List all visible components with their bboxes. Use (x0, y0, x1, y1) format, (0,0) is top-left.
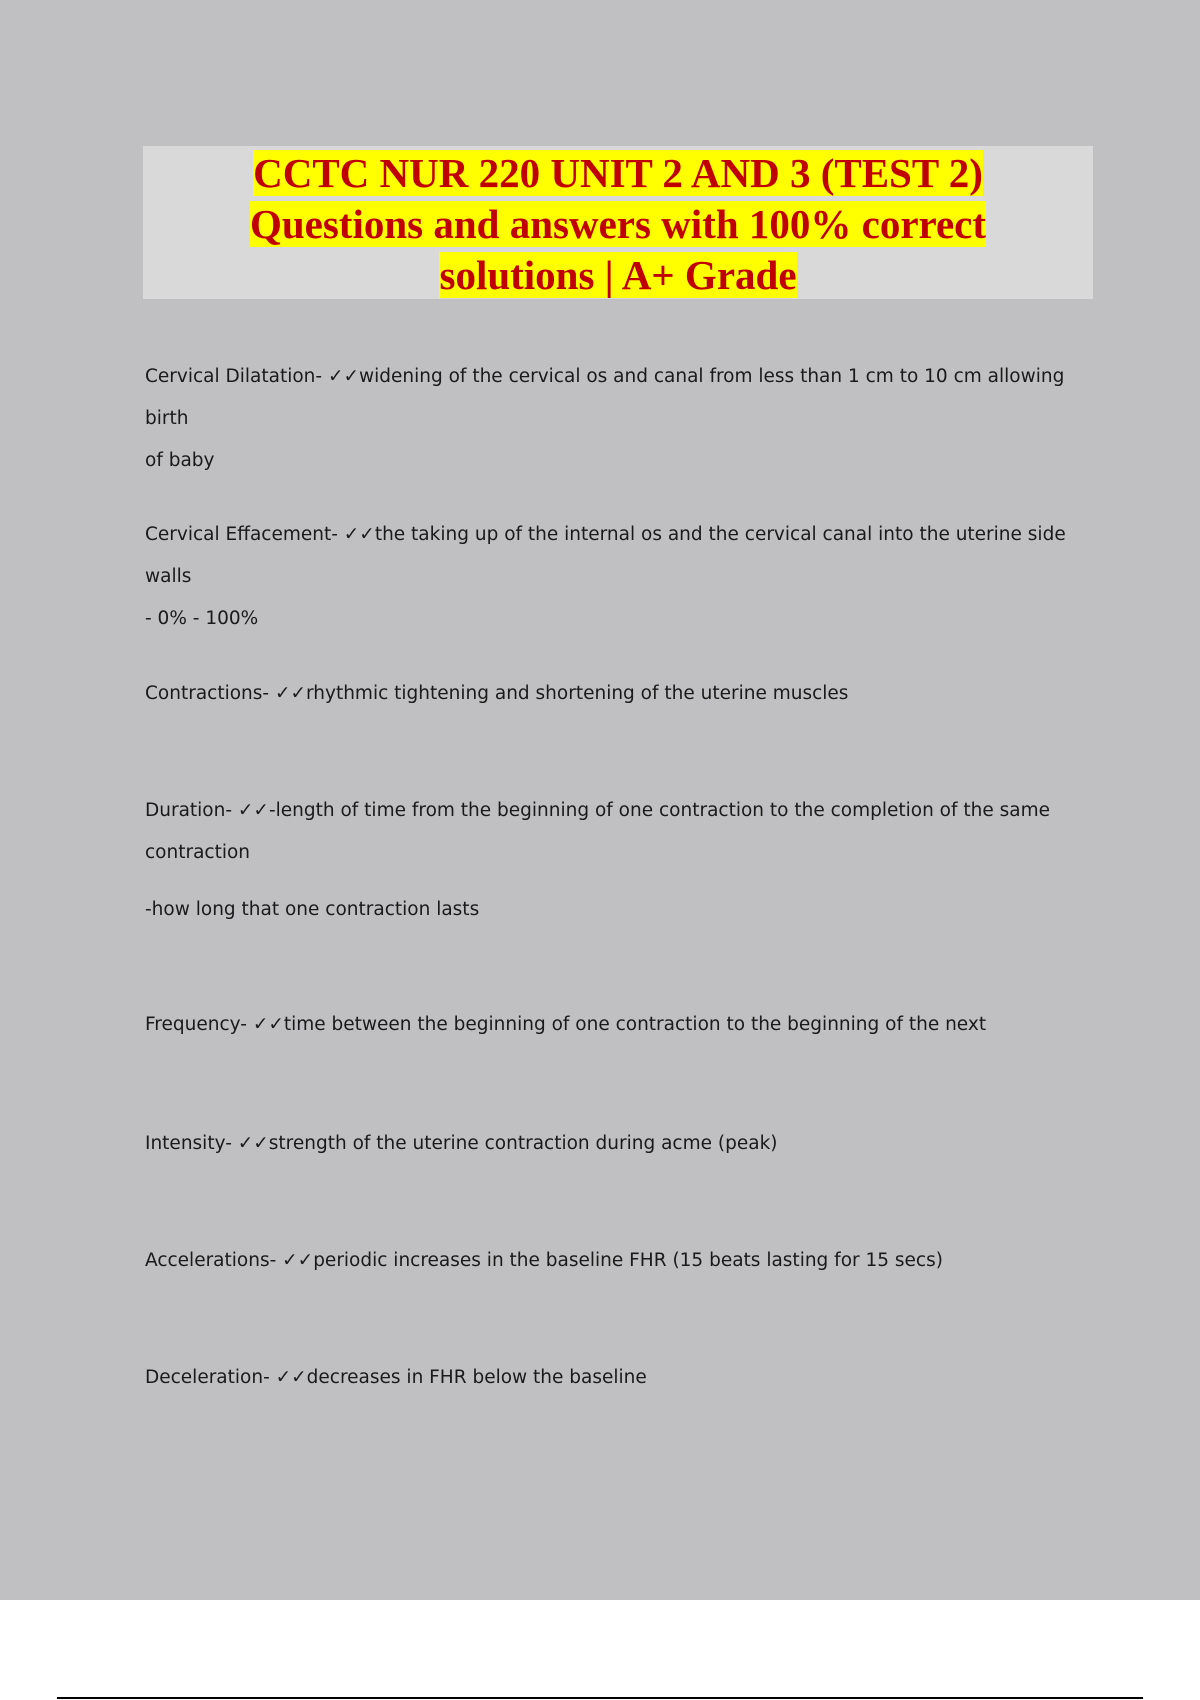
entry-duration-extra (145, 889, 1095, 931)
entry-deceleration (145, 1357, 1095, 1399)
entry-intensity (145, 1123, 1095, 1165)
entry-term: Contractions- (145, 683, 270, 704)
entry-term: Frequency- (145, 1014, 247, 1035)
double-check-icon: ✓✓ (282, 1250, 314, 1271)
title-line-3: solutions | A+ Grade (439, 252, 797, 298)
entry-frequency (145, 1004, 1095, 1046)
entry-contractions (145, 673, 1095, 715)
entry-definition: widening of the cervical os and canal from less than 1 cm to 10 cm allowing birth (145, 366, 1065, 429)
entry-definition: rhythmic tightening and shortening of the uterine muscles (306, 683, 849, 704)
title-line-1: CCTC NUR 220 UNIT 2 AND 3 (TEST 2) (253, 150, 983, 196)
entry-definition: decreases in FHR below the baseline (306, 1367, 647, 1388)
entry-cervical-effacement (145, 514, 1095, 640)
entry-extra-text: -how long that one contraction lasts (145, 899, 480, 920)
entry-accelerations (145, 1240, 1095, 1282)
entry-term: Cervical Dilatation- (145, 366, 323, 387)
entry-term: Deceleration- (145, 1367, 270, 1388)
entry-duration (145, 790, 1095, 874)
footer-rule (57, 1697, 1143, 1699)
entry-definition: -length of time from the beginning of one contraction to the completion of the same (268, 800, 1051, 821)
entry-definition: the taking up of the internal os and the cervical canal into the uterine side walls (145, 524, 1066, 587)
entry-definition: time between the beginning of one contraction to the beginning of the next (283, 1014, 987, 1035)
double-check-icon: ✓✓ (237, 800, 269, 821)
entry-term: Accelerations- (145, 1250, 277, 1271)
entry-term: Duration- (145, 800, 233, 821)
entry-definition-cont: contraction (145, 842, 251, 863)
double-check-icon: ✓✓ (327, 366, 359, 387)
double-check-icon: ✓✓ (275, 1367, 307, 1388)
double-check-icon: ✓✓ (252, 1014, 284, 1035)
double-check-icon: ✓✓ (274, 683, 306, 704)
entry-definition: periodic increases in the baseline FHR (15 beats lasting for 15 secs) (313, 1250, 943, 1271)
double-check-icon: ✓✓ (237, 1133, 269, 1154)
entry-term: Intensity- (145, 1133, 232, 1154)
title-line-2: Questions and answers with 100% correct (249, 201, 987, 247)
entry-term: Cervical Effacement- (145, 524, 338, 545)
entry-definition: strength of the uterine contraction during acme (peak) (268, 1133, 778, 1154)
double-check-icon: ✓✓ (343, 524, 375, 545)
entry-definition-cont: - 0% - 100% (145, 608, 259, 629)
entry-definition-cont: of baby (145, 450, 215, 471)
document-title (143, 146, 1093, 299)
entry-cervical-dilatation (145, 356, 1095, 482)
